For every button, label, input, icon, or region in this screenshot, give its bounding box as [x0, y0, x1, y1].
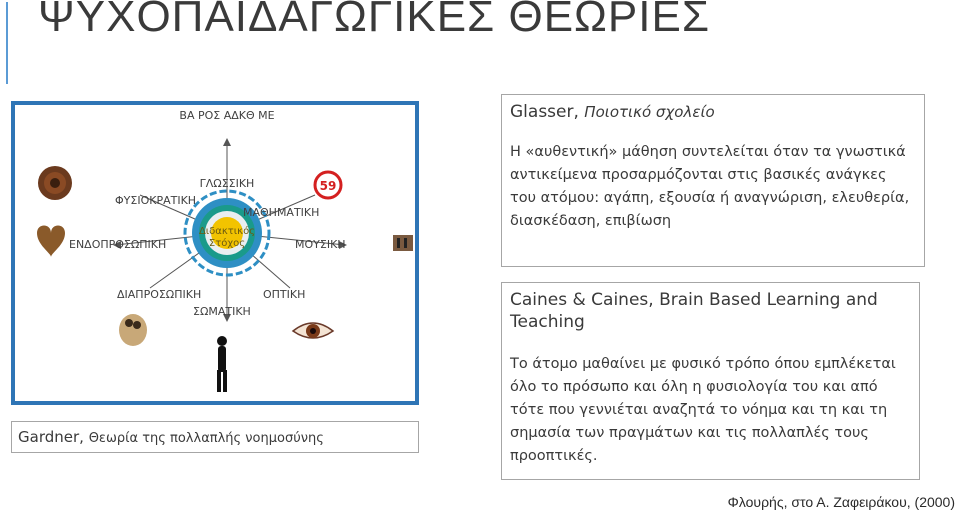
- label-naturalist: ΦΥΣΙΟΚΡΑΤΙΚΗ: [115, 194, 197, 207]
- glasser-text: Η «αυθεντική» μάθηση συντελείται όταν τα γνωστικά αντικείμενα προσαρμόζονται στις βασικές ανάγκες του ατόμου: αγάπη, εξουσία ή αναγνώριση, ελευθερία, διασκέδαση, επιβίωση: [510, 144, 910, 229]
- gardner-caption: [11, 421, 419, 453]
- glasser-name: Glasser,: [510, 102, 579, 122]
- heart-icon: [37, 226, 65, 258]
- label-intrapersonal: ΕΝΔΟΠΡΟΣΩΠΙΚΗ: [69, 238, 167, 251]
- caines-box: [501, 282, 920, 480]
- flower-icon: [38, 166, 72, 200]
- glasser-box: [501, 94, 925, 267]
- gardner-name: Gardner,: [18, 428, 84, 446]
- title-accent-bar: [6, 2, 8, 84]
- gardner-diagram: [11, 101, 419, 405]
- label-visual: ΟΠΤΙΚΗ: [263, 288, 306, 301]
- target-label-line1: Διδακτικός: [198, 226, 256, 237]
- glasser-heading: [510, 101, 916, 123]
- eye-icon: [293, 323, 333, 338]
- music-instrument-icon: [393, 235, 413, 251]
- arrow-up-icon: [223, 138, 231, 146]
- person-silhouette-icon: [217, 336, 227, 392]
- label-mathematical: ΜΑΘΗΜΑΤΙΚΗ: [243, 206, 320, 219]
- glasser-subtitle: Ποιοτικό σχολείο: [584, 103, 715, 121]
- badge-59-text: 59: [319, 179, 337, 193]
- gardner-subtitle: Θεωρία της πολλαπλής νοημοσύνης: [88, 431, 324, 446]
- label-musical: ΜΟΥΣΙΚΗ: [295, 238, 346, 251]
- target-label-line2: Στόχος: [208, 238, 246, 249]
- letters-cluster-icon: ΒΑ ΡΟΣ ΑΔΚΘ ΜΕ: [179, 109, 275, 122]
- gardner-diagram-svg: [15, 105, 415, 401]
- label-linguistic: ΓΛΩΣΣΙΚΗ: [199, 177, 255, 190]
- citation: Φλουρής, στο Α. Ζαφειράκου, (2000): [727, 494, 955, 510]
- badge-59-icon: [315, 172, 341, 198]
- caines-title: Caines & Caines, Brain Based Learning and Teaching: [510, 290, 878, 332]
- label-bodily: ΣΩΜΑΤΙΚΗ: [193, 305, 251, 318]
- people-group-icon: [119, 314, 147, 346]
- caines-text: Το άτομο μαθαίνει με φυσικό τρόπο όπου εμπλέκεται όλο το πρόσωπο και όλη η φυσιολογία του και από τότε που γεννιέται αναζητά το νόημα και τη και τη σημασία των πραγμάτων και τις πολλαπλές τους προοπτικές.: [510, 356, 896, 464]
- label-interpersonal: ΔΙΑΠΡΟΣΩΠΙΚΗ: [117, 288, 202, 301]
- slide-title: ΨΥΧΟΠΑΙΔΑΓΩΓΙΚΕΣ ΘΕΩΡΙΕΣ: [38, 0, 711, 41]
